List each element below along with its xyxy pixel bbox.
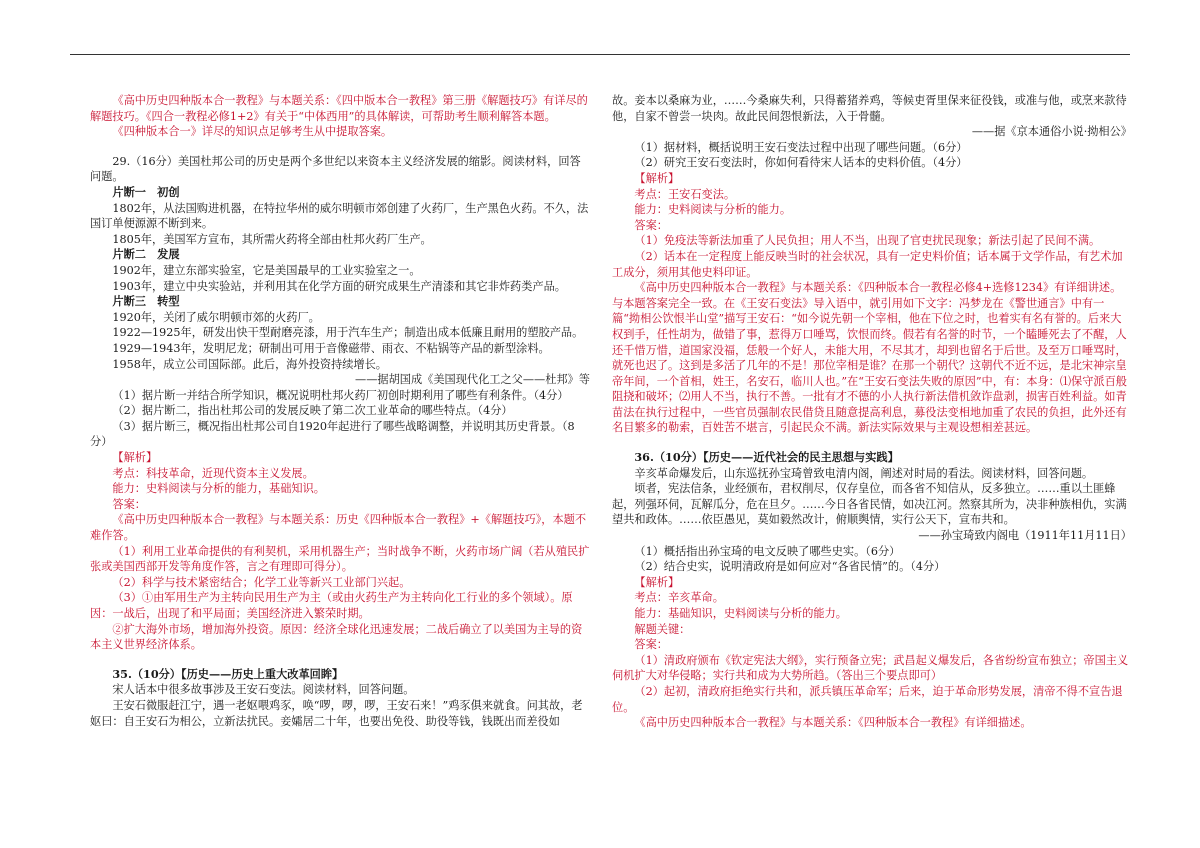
q35-answer-label: 答案： [634,218,668,232]
q36-analysis-label: 【解析】 [634,575,680,589]
q29-segment2-title: 片断二 发展 [112,247,180,262]
q35-answer: （2）话本在一定程度上能反映当时的社会状况，具有一定史料价值；话本属于文学作品，有艺术加工成分，须用其他史料印证。 [612,249,1123,279]
q29-source: ——据胡国成《美国现代化工之父——杜邦》等 [355,373,590,387]
right-column [612,93,1132,731]
q29-nengli: 能力：史料阅读与分析的能力，基础知识。 [112,482,325,496]
q35-answer: （1）免疫法等新法加重了人民负担；用人不当，出现了官吏扰民现象；新法引起了民间不满。 [634,234,1101,248]
q35-source: ——据《京本通俗小说·拗相公》 [971,125,1132,139]
left-column [90,93,590,729]
q29-segment1-line: 1805年，美国军方宣布，其所需火药将全部由杜邦火药厂生产。 [112,232,432,246]
q29-segment1-line: 1802年，从法国购进机器，在特拉华州的威尔明顿市郊创建了火药厂，生产黑色火药。不久，法国订单便源源不断到来。 [90,201,589,231]
q36-question: （2）结合史实，说明清政府是如何应对“各省民情”的。（4分） [634,560,946,574]
q29-segment3-title: 片断三 转型 [112,294,180,309]
q29-answer: （1）利用工业革命提供的有利契机，采用机器生产；当时战争不断，火药市场广阔（若从殖民扩张或美国西部开发等角度作答，言之有理即可得分）。 [90,544,590,574]
q36-jieti-label: 解题关键： [634,622,691,636]
q29-segment3-line: 1920年，关闭了威尔明顿市郊的火药厂。 [112,310,320,324]
q35-material-continued: 故。妾本以桑麻为业，……今桑麻失利，只得蓄猪养鸡，等候吏胥里保来征役钱，或准与他，或烹来款待他，自家不曾尝一块肉。故此民间怨恨新法，入于骨髓。 [612,94,1127,123]
q29-segment3-line: 1958年，成立公司国际部。此后，海外投资持续增长。 [112,357,387,371]
q29-question: （2）据片断二，指出杜邦公司的发展反映了第二次工业革命的哪些特点。（4分） [112,404,513,418]
q29-answer: （2）科学与技术紧密结合；化学工业等新兴工业部门兴起。 [112,575,411,589]
q29-segment2-line: 1903年，建立中央实验站，并利用其在化学方面的研究成果生产清漆和其它非炸药类产品。 [112,279,566,293]
q35-material: 王安石微服赶江宁，遇一老妪喂鸡豕，唤“啰，啰，啰，王安石来！”鸡豕俱来就食。问其故，老妪曰：自王安石为相公，立新法扰民。妾孀居二十年，也要出免役、助役等钱，钱既出而差役如 [90,698,583,728]
q35-stem: 宋人话本中很多故事涉及王安石变法。阅读材料，回答问题。 [112,683,415,697]
q36-nengli: 能力：基础知识，史料阅读与分析的能力。 [634,607,847,620]
q29-kaodian: 考点：科技革命，近现代资本主义发展。 [112,466,314,480]
q36-answer: （2）起初，清政府拒绝实行共和，派兵镇压革命军；后来，迫于革命形势发展，清帝不得不宣告退位。 [612,684,1123,714]
q29-segment3-line: 1929—1943年，发明尼龙；研制出可用于音像磁带、雨衣、不粘锅等产品的新型涂料。 [112,341,550,355]
q29-answer-intro: 《高中历史四种版本合一教程》与本题关系：历史《四种版本合一教程》+《解题技巧》，本题不难作答。 [90,513,587,543]
intro-note-2: 《四种版本合一》详尽的知识点足够考生从中提取答案。 [112,125,393,139]
q35-nengli: 能力：史料阅读与分析的能力。 [634,203,792,217]
q36-kaodian: 考点：辛亥革命。 [634,591,724,605]
q36-stem: 辛亥革命爆发后，山东巡抚孙宝琦曾致电清内阁，阐述对时局的看法。阅读材料，回答问题。 [634,466,1094,480]
q29-analysis-label: 【解析】 [112,451,158,465]
q35-question: （2）研究王安石变法时，你如何看待宋人话本的史料价值。（4分） [634,156,968,170]
q36-textbook-note: 《高中历史四种版本合一教程》与本题关系：《四种版本合一教程》有详细描述。 [634,716,1032,730]
q36-answer: （1）清政府颁布《钦定宪法大纲》，实行预备立宪；武昌起义爆发后，各省纷纷宣布独立；帝国主义伺机扩大对华侵略；实行共和成为大势所趋。（答出三个要点即可） [612,653,1129,683]
q36-answer-label: 答案： [634,638,668,652]
q36-question: （1）概括指出孙宝琦的电文反映了哪些史实。（6分） [634,544,901,558]
q36-heading: 36.（10分）【历史——近代社会的民主思想与实践】 [634,450,899,465]
q29-question: （3）据片断三，概况指出杜邦公司自1920年起进行了哪些战略调整，并说明其历史背景。（8分） [90,419,575,449]
q29-segment1-title: 片断一 初创 [112,184,180,199]
q36-material: 顷者，宪法信条，业经颁布，君权削尽，仅存皇位，而各省不知信从，反多独立。……重以土匪蜂起，列强环伺，瓦解瓜分，危在旦夕。……今日各省民情，如决江河。然察其所为，决非种族相仇，实满望共和政体。……依臣愚见，莫如毅然改计，俯顺舆情，实行公天下，宣布共和。 [612,482,1127,527]
q29-answer-label: 答案： [112,497,146,511]
q29-question: （1）据片断一并结合所学知识，概况说明杜邦火药厂初创时期利用了哪些有利条件。（4分） [112,388,569,402]
q29-stem: 29.（16分）美国杜邦公司的历史是两个多世纪以来资本主义经济发展的缩影。阅读材料，回答问题。 [90,154,581,184]
q35-question: （1）据材料，概括说明王安石变法过程中出现了哪些问题。（6分） [634,140,968,154]
q29-segment2-line: 1902年，建立东部实验室，它是美国最早的工业实验室之一。 [112,263,421,277]
q29-answer: ②扩大海外市场，增加海外投资。原因：经济全球化迅速发展；二战后确立了以美国为主导的资本主义世界经济体系。 [90,622,583,652]
q29-segment3-line: 1922—1925年，研发出快干型耐磨亮漆，用于汽车生产；制造出成本低廉且耐用的塑胶产品。 [112,326,584,340]
header-rule [70,54,1130,55]
q35-kaodian: 考点：王安石变法。 [634,187,736,201]
q29-answer: （3）①由军用生产为主转向民用生产为主（或由火药生产为主转向化工行业的多个领域）。原因：一战后，出现了和平局面；美国经济进入繁荣时期。 [90,591,573,620]
intro-note-1: 《高中历史四种版本合一教程》与本题关系：《四中版本合一教程》第三册《解题技巧》有详尽的解题技巧。《四合一教程必修1+2》有关于“中体西用”的具体解读，可帮助考生顺利解答本题。 [90,94,588,123]
q35-textbook-note: 《高中历史四种版本合一教程》与本题关系：《四种版本合一教程必修4+选修1234》有详细讲述。与本题答案完全一致。在《王安石变法》导入语中，就引用如下文字：冯梦龙在《警世通言》中有一篇“拗相公饮恨半山堂”描写王安石：“如今说先朝一个宰相，他在下位之时，也着实有名有誉的。后来大权到手，任性胡为，做错了事，惹得万口唾骂，饮恨而终。假若有名誉的时节，一个瞌睡死去了不醒，人还千惜万惜，道国家没福，恁般一个好人，未能大用，不尽其才，却到也留名于后世。及至万口唾骂时，就死也迟了。这到是多活了几年的不是！那位宰相是谁？在那一个朝代？这朝代不近不远，是北宋神宗皇帝年间，一个首相，姓王，名安石，临川人也。”在“王安石变法失败的原因”中，有：本身：⑴保守派百般阻挠和破坏；⑵用人不当，执行不善。一批有才不德的小人执行新法借机敛诈盘剥，损害百姓利益。如青苗法在执行过程中，一些官员强制农民借贷且随意提高利息，募役法变相地加重了农民的负担，此外还有名目繁多的勒索，百姓苦不堪言，引起民众不满。新法实际效果与主观设想相差甚远。 [612,281,1127,435]
q36-source: ——孙宝琦致内阁电（1911年11月11日） [918,529,1132,543]
q35-heading: 35.（10分）【历史——历史上重大改革回眸】 [112,666,344,681]
q35-analysis-label: 【解析】 [634,171,680,185]
